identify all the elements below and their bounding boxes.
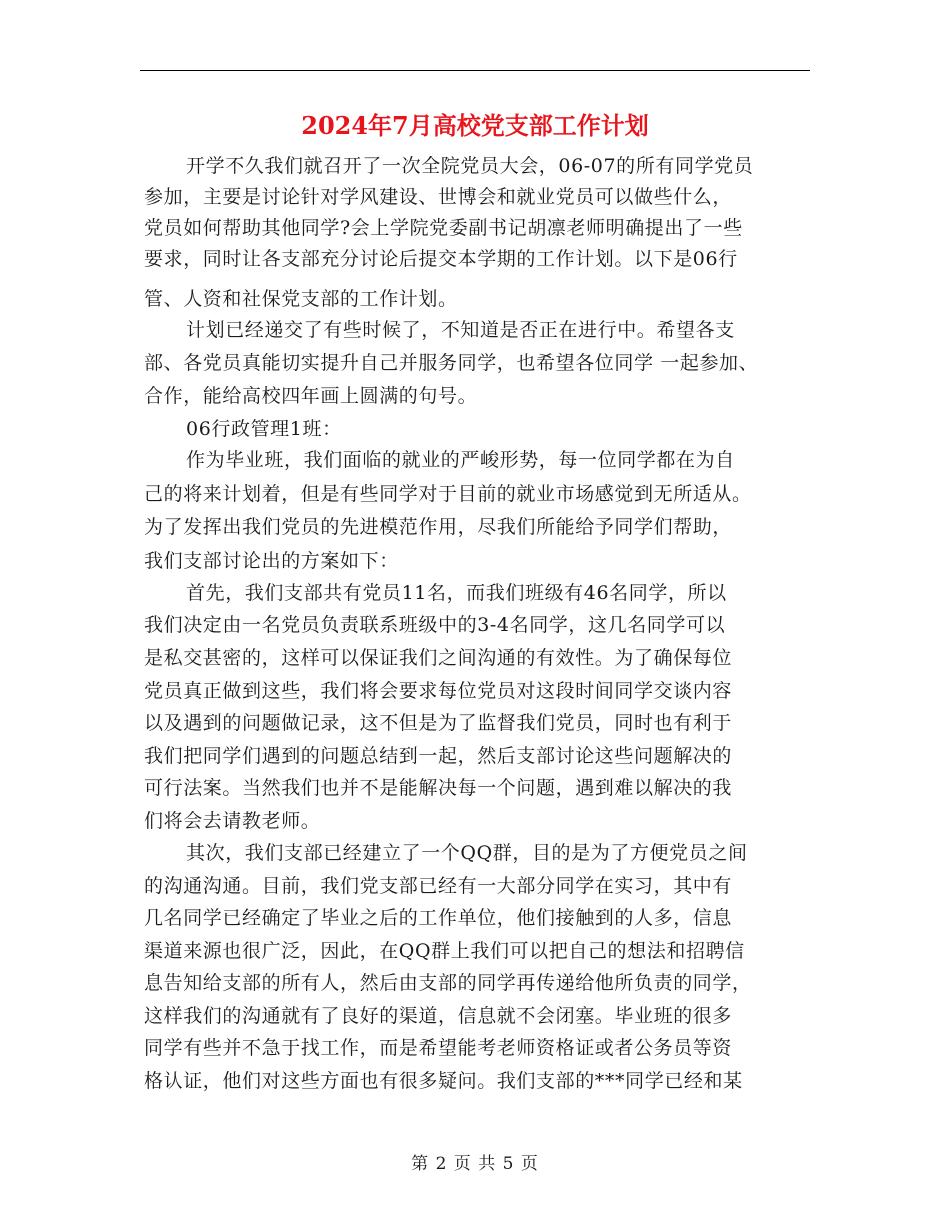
body-line: 其次，我们支部已经建立了一个QQ群，目的是为了方便党员之间 [186,842,748,864]
document-title: 2024年7月高校党支部工作计划 [301,111,649,140]
body-line: 同学有些并不急于找工作，而是希望能考老师资格证或者公务员等资 [144,1037,733,1059]
page-number: 第 2 页 共 5 页 [411,1154,539,1174]
body-line: 管、人资和社保党支部的工作计划。 [144,288,458,310]
body-line: 党员如何帮助其他同学?会上学院党委副书记胡凛老师明确提出了一些 [144,217,743,239]
body-line: 我们决定由一名党员负责联系班级中的3-4名同学，这几名同学可以 [144,614,726,636]
body-line: 渠道来源也很广泛，因此，在QQ群上我们可以把自己的想法和招聘信 [144,940,745,962]
body-line: 党员真正做到这些，我们将会要求每位党员对这段时间同学交谈内容 [144,680,733,702]
body-line: 以及遇到的问题做记录，这不但是为了监督我们党员，同时也有利于 [144,712,733,734]
body-line: 的沟通沟通。目前，我们党支部已经有一大部分同学在实习，其中有 [144,875,733,897]
body-line: 我们支部讨论出的方案如下： [144,550,399,572]
body-line: 为了发挥出我们党员的先进模范作用，尽我们所能给予同学们帮助， [144,516,733,538]
body-line: 可行法案。当然我们也并不是能解决每一个问题，遇到难以解决的我 [144,777,733,799]
section-heading: 06行政管理1班： [186,418,342,440]
body-line: 我们把同学们遇到的问题总结到一起，然后支部讨论这些问题解决的 [144,745,733,767]
body-line: 开学不久我们就召开了一次全院党员大会，06-07的所有同学党员 [186,155,754,177]
body-line: 参加，主要是讨论针对学风建设、世博会和就业党员可以做些什么， [144,186,733,208]
body-line: 首先，我们支部共有党员11名，而我们班级有46名同学，所以 [186,582,727,604]
body-line: 是私交甚密的，这样可以保证我们之间沟通的有效性。为了确保每位 [144,647,733,669]
body-line: 作为毕业班，我们面临的就业的严峻形势，每一位同学都在为自 [186,449,735,471]
body-line: 几名同学已经确定了毕业之后的工作单位，他们接触到的人多，信息 [144,907,733,929]
body-line: 要求，同时让各支部充分讨论后提交本学期的工作计划。以下是06行 [144,248,738,270]
body-line: 格认证，他们对这些方面也有很多疑问。我们支部的***同学已经和某 [144,1070,743,1092]
body-line: 己的将来计划着，但是有些同学对于目前的就业市场感觉到无所适从。 [144,483,752,505]
body-line: 们将会去请教老师。 [144,810,321,832]
body-line: 这样我们的沟通就有了良好的渠道，信息就不会闭塞。毕业班的很多 [144,1005,733,1027]
body-line: 息告知给支部的所有人，然后由支部的同学再传递给他所负责的同学， [144,972,752,994]
body-line: 部、各党员真能切实提升自己并服务同学，也希望各位同学 一起参加、 [144,352,759,374]
header-rule [140,70,810,71]
body-line: 合作，能给高校四年画上圆满的句号。 [144,385,478,407]
body-line: 计划已经递交了有些时候了，不知道是否正在进行中。希望各支 [186,319,735,341]
